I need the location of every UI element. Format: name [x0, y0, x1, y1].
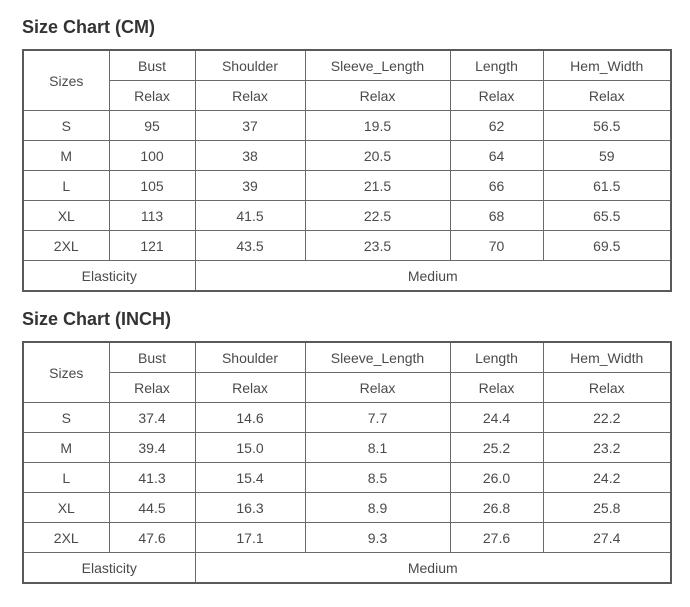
- size-cell: M: [23, 141, 109, 171]
- column-header-hem-width: Hem_Width: [543, 342, 671, 373]
- value-cell: 17.1: [195, 523, 305, 553]
- elasticity-label: Elasticity: [23, 553, 195, 584]
- size-cell: L: [23, 463, 109, 493]
- value-cell: 8.5: [305, 463, 450, 493]
- subheader-row: [23, 81, 671, 111]
- subheader-cell: Relax: [109, 81, 195, 111]
- value-cell: 70: [450, 231, 543, 261]
- value-cell: 56.5: [543, 111, 671, 141]
- value-cell: 14.6: [195, 403, 305, 433]
- column-header-bust: Bust: [109, 342, 195, 373]
- value-cell: 121: [109, 231, 195, 261]
- column-header-hem-width: Hem_Width: [543, 50, 671, 81]
- elasticity-value: Medium: [195, 553, 671, 584]
- table-row: [23, 463, 671, 493]
- value-cell: 68: [450, 201, 543, 231]
- value-cell: 27.6: [450, 523, 543, 553]
- subheader-cell: Relax: [109, 373, 195, 403]
- size-cell: XL: [23, 493, 109, 523]
- header-row: [23, 342, 671, 373]
- subheader-cell: Relax: [450, 81, 543, 111]
- value-cell: 65.5: [543, 201, 671, 231]
- value-cell: 41.5: [195, 201, 305, 231]
- table-row: [23, 111, 671, 141]
- footer-row: [23, 261, 671, 292]
- sizes-header: Sizes: [23, 50, 109, 111]
- subheader-cell: Relax: [195, 373, 305, 403]
- value-cell: 37: [195, 111, 305, 141]
- column-header-shoulder: Shoulder: [195, 342, 305, 373]
- value-cell: 15.0: [195, 433, 305, 463]
- subheader-cell: Relax: [543, 81, 671, 111]
- value-cell: 25.8: [543, 493, 671, 523]
- size-chart-inch: [22, 306, 670, 584]
- value-cell: 100: [109, 141, 195, 171]
- value-cell: 38: [195, 141, 305, 171]
- column-header-length: Length: [450, 50, 543, 81]
- size-table-cm: [22, 49, 672, 292]
- value-cell: 64: [450, 141, 543, 171]
- value-cell: 23.5: [305, 231, 450, 261]
- size-chart-inch-title: Size Chart (INCH): [22, 309, 172, 329]
- value-cell: 44.5: [109, 493, 195, 523]
- elasticity-value: Medium: [195, 261, 671, 292]
- elasticity-label: Elasticity: [23, 261, 195, 292]
- column-header-length: Length: [450, 342, 543, 373]
- value-cell: 16.3: [195, 493, 305, 523]
- value-cell: 8.9: [305, 493, 450, 523]
- value-cell: 41.3: [109, 463, 195, 493]
- value-cell: 8.1: [305, 433, 450, 463]
- value-cell: 21.5: [305, 171, 450, 201]
- size-cell: 2XL: [23, 231, 109, 261]
- value-cell: 15.4: [195, 463, 305, 493]
- subheader-cell: Relax: [305, 81, 450, 111]
- size-cell: S: [23, 111, 109, 141]
- size-cell: 2XL: [23, 523, 109, 553]
- subheader-cell: Relax: [543, 373, 671, 403]
- subheader-cell: Relax: [450, 373, 543, 403]
- value-cell: 20.5: [305, 141, 450, 171]
- value-cell: 22.2: [543, 403, 671, 433]
- table-row: [23, 171, 671, 201]
- table-row: [23, 493, 671, 523]
- table-row: [23, 433, 671, 463]
- column-header-bust: Bust: [109, 50, 195, 81]
- size-cell: XL: [23, 201, 109, 231]
- size-cell: S: [23, 403, 109, 433]
- value-cell: 62: [450, 111, 543, 141]
- value-cell: 25.2: [450, 433, 543, 463]
- value-cell: 39: [195, 171, 305, 201]
- value-cell: 19.5: [305, 111, 450, 141]
- table-row: [23, 201, 671, 231]
- value-cell: 26.0: [450, 463, 543, 493]
- size-chart-cm: [22, 14, 670, 292]
- subheader-cell: Relax: [305, 373, 450, 403]
- column-header-sleeve-length: Sleeve_Length: [305, 342, 450, 373]
- subheader-cell: Relax: [195, 81, 305, 111]
- header-row: [23, 50, 671, 81]
- value-cell: 59: [543, 141, 671, 171]
- table-row: [23, 231, 671, 261]
- size-cell: M: [23, 433, 109, 463]
- value-cell: 7.7: [305, 403, 450, 433]
- value-cell: 37.4: [109, 403, 195, 433]
- column-header-sleeve-length: Sleeve_Length: [305, 50, 450, 81]
- column-header-shoulder: Shoulder: [195, 50, 305, 81]
- value-cell: 66: [450, 171, 543, 201]
- footer-row: [23, 553, 671, 584]
- value-cell: 26.8: [450, 493, 543, 523]
- value-cell: 27.4: [543, 523, 671, 553]
- table-row: [23, 141, 671, 171]
- value-cell: 22.5: [305, 201, 450, 231]
- value-cell: 69.5: [543, 231, 671, 261]
- value-cell: 61.5: [543, 171, 671, 201]
- value-cell: 9.3: [305, 523, 450, 553]
- value-cell: 105: [109, 171, 195, 201]
- subheader-row: [23, 373, 671, 403]
- value-cell: 47.6: [109, 523, 195, 553]
- value-cell: 39.4: [109, 433, 195, 463]
- size-cell: L: [23, 171, 109, 201]
- value-cell: 43.5: [195, 231, 305, 261]
- table-row: [23, 403, 671, 433]
- size-table-inch: [22, 341, 672, 584]
- table-row: [23, 523, 671, 553]
- value-cell: 113: [109, 201, 195, 231]
- size-chart-cm-title: Size Chart (CM): [22, 17, 156, 37]
- value-cell: 24.2: [543, 463, 671, 493]
- value-cell: 24.4: [450, 403, 543, 433]
- value-cell: 95: [109, 111, 195, 141]
- sizes-header: Sizes: [23, 342, 109, 403]
- value-cell: 23.2: [543, 433, 671, 463]
